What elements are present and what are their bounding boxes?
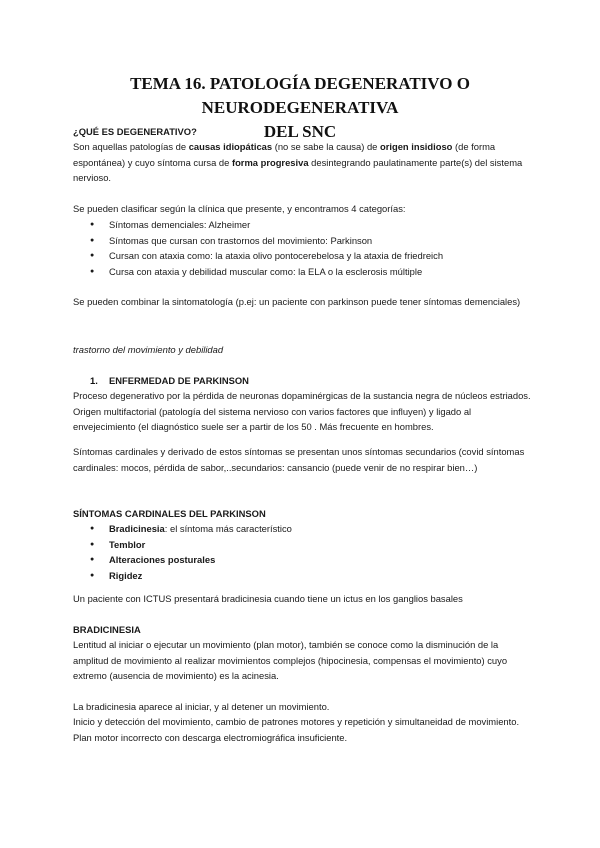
cardinal-paragraph: Síntomas cardinales y derivado de estos síntomas se presentan unos síntomas secundarios (covid síntomas cardinales: mocos, pérdida de sabor,..secundarios: cansancio (puede venir de no respirar bien…) — [73, 446, 525, 473]
item-text: : el síntoma más característico — [164, 523, 292, 534]
list-item — [90, 537, 530, 553]
parkinson-paragraph: Proceso degenerativo por la pérdida de neuronas dopaminérgicas de la sustancia negra de núcleos estriados. Origen multifactorial (patología del sistema nervioso con varios factores que influyen) y ligado al envejecimiento (el diagnóstico suele ser a partir de los 50 . Más frecuente en hombres. — [73, 390, 531, 433]
cardinal-heading: SÍNTOMAS CARDINALES DEL PARKINSON — [73, 508, 266, 519]
list-item: ● Síntomas que cursan con trastornos del movimiento: Parkinson — [90, 233, 530, 249]
list-item: ● Síntomas demenciales: Alzheimer — [90, 217, 530, 233]
def-text-3: (de forma espontánea) y cuyo síntoma cursa de — [73, 141, 496, 168]
def-text-4: desintegrando paulatinamente parte(s) del sistema nervioso. — [73, 156, 523, 184]
item-bold: Rigidez — [109, 569, 143, 581]
def-text-1: Son aquellas patologías de — [73, 141, 189, 152]
combine-paragraph: Se pueden combinar la sintomatología (p.ej: un paciente con parkinson puede tener síntomas demenciales) — [73, 296, 521, 307]
list-item: ● Cursa con ataxia y debilidad muscular como: la ELA o la esclerosis múltiple — [90, 264, 530, 280]
italic-note: trastorno del movimiento y debilidad — [73, 344, 224, 355]
bradicinesia-paragraph-2: La bradicinesia aparece al iniciar, y al detener un movimiento. — [73, 701, 330, 712]
bradicinesia-heading: BRADICINESIA — [73, 624, 141, 635]
classify-paragraph: Se pueden clasificar según la clínica que presente, y encontramos 4 categorías: — [73, 203, 406, 214]
def-bold-1: causas idiopáticas — [188, 141, 273, 152]
section-heading-parkinson: ENFERMEDAD DE PARKINSON — [109, 375, 249, 386]
def-bold-3: forma progresiva — [231, 156, 309, 168]
def-bold-2: origen insidioso — [379, 141, 453, 152]
categories-list — [90, 217, 530, 279]
question-heading: ¿QUÉ ES DEGENERATIVO? — [73, 126, 197, 137]
item-bold: Bradicinesia — [109, 523, 165, 534]
definition-paragraph — [73, 139, 533, 186]
section-number: 1. — [90, 375, 98, 386]
item-bold: Temblor — [109, 538, 146, 550]
list-item — [90, 521, 530, 537]
title-line-2: DEL SNC — [263, 122, 337, 141]
list-item — [90, 568, 530, 584]
def-text-2: (no se sabe la causa) de — [272, 141, 380, 152]
bradicinesia-paragraph-3: Inicio y detección del movimiento, cambio de patrones motores y repetición y simultaneidad de movimiento. Plan motor incorrecto con descarga electromiográfica insuficiente. — [73, 716, 520, 743]
list-item: ● Cursan con ataxia como: la ataxia olivo pontocerebelosa y la ataxia de friedreich — [90, 248, 530, 264]
title-line-1: TEMA 16. PATOLOGÍA DEGENERATIVO O NEURODEGENERATIVA — [130, 74, 470, 117]
ictus-paragraph: Un paciente con ICTUS presentará bradicinesia cuando tiene un ictus en los ganglios basales — [73, 593, 463, 604]
bradicinesia-paragraph: Lentitud al iniciar o ejecutar un movimiento (plan motor), también se conoce como la disminución de la amplitud de movimiento al realizar movimientos complejos (hipocinesia, compensas el movimiento) cuyo extremo (ausencia de movimiento) es la acinesia. — [73, 639, 508, 682]
cardinal-list — [90, 521, 530, 583]
list-item — [90, 552, 530, 568]
item-bold: Alteraciones posturales — [109, 554, 216, 566]
